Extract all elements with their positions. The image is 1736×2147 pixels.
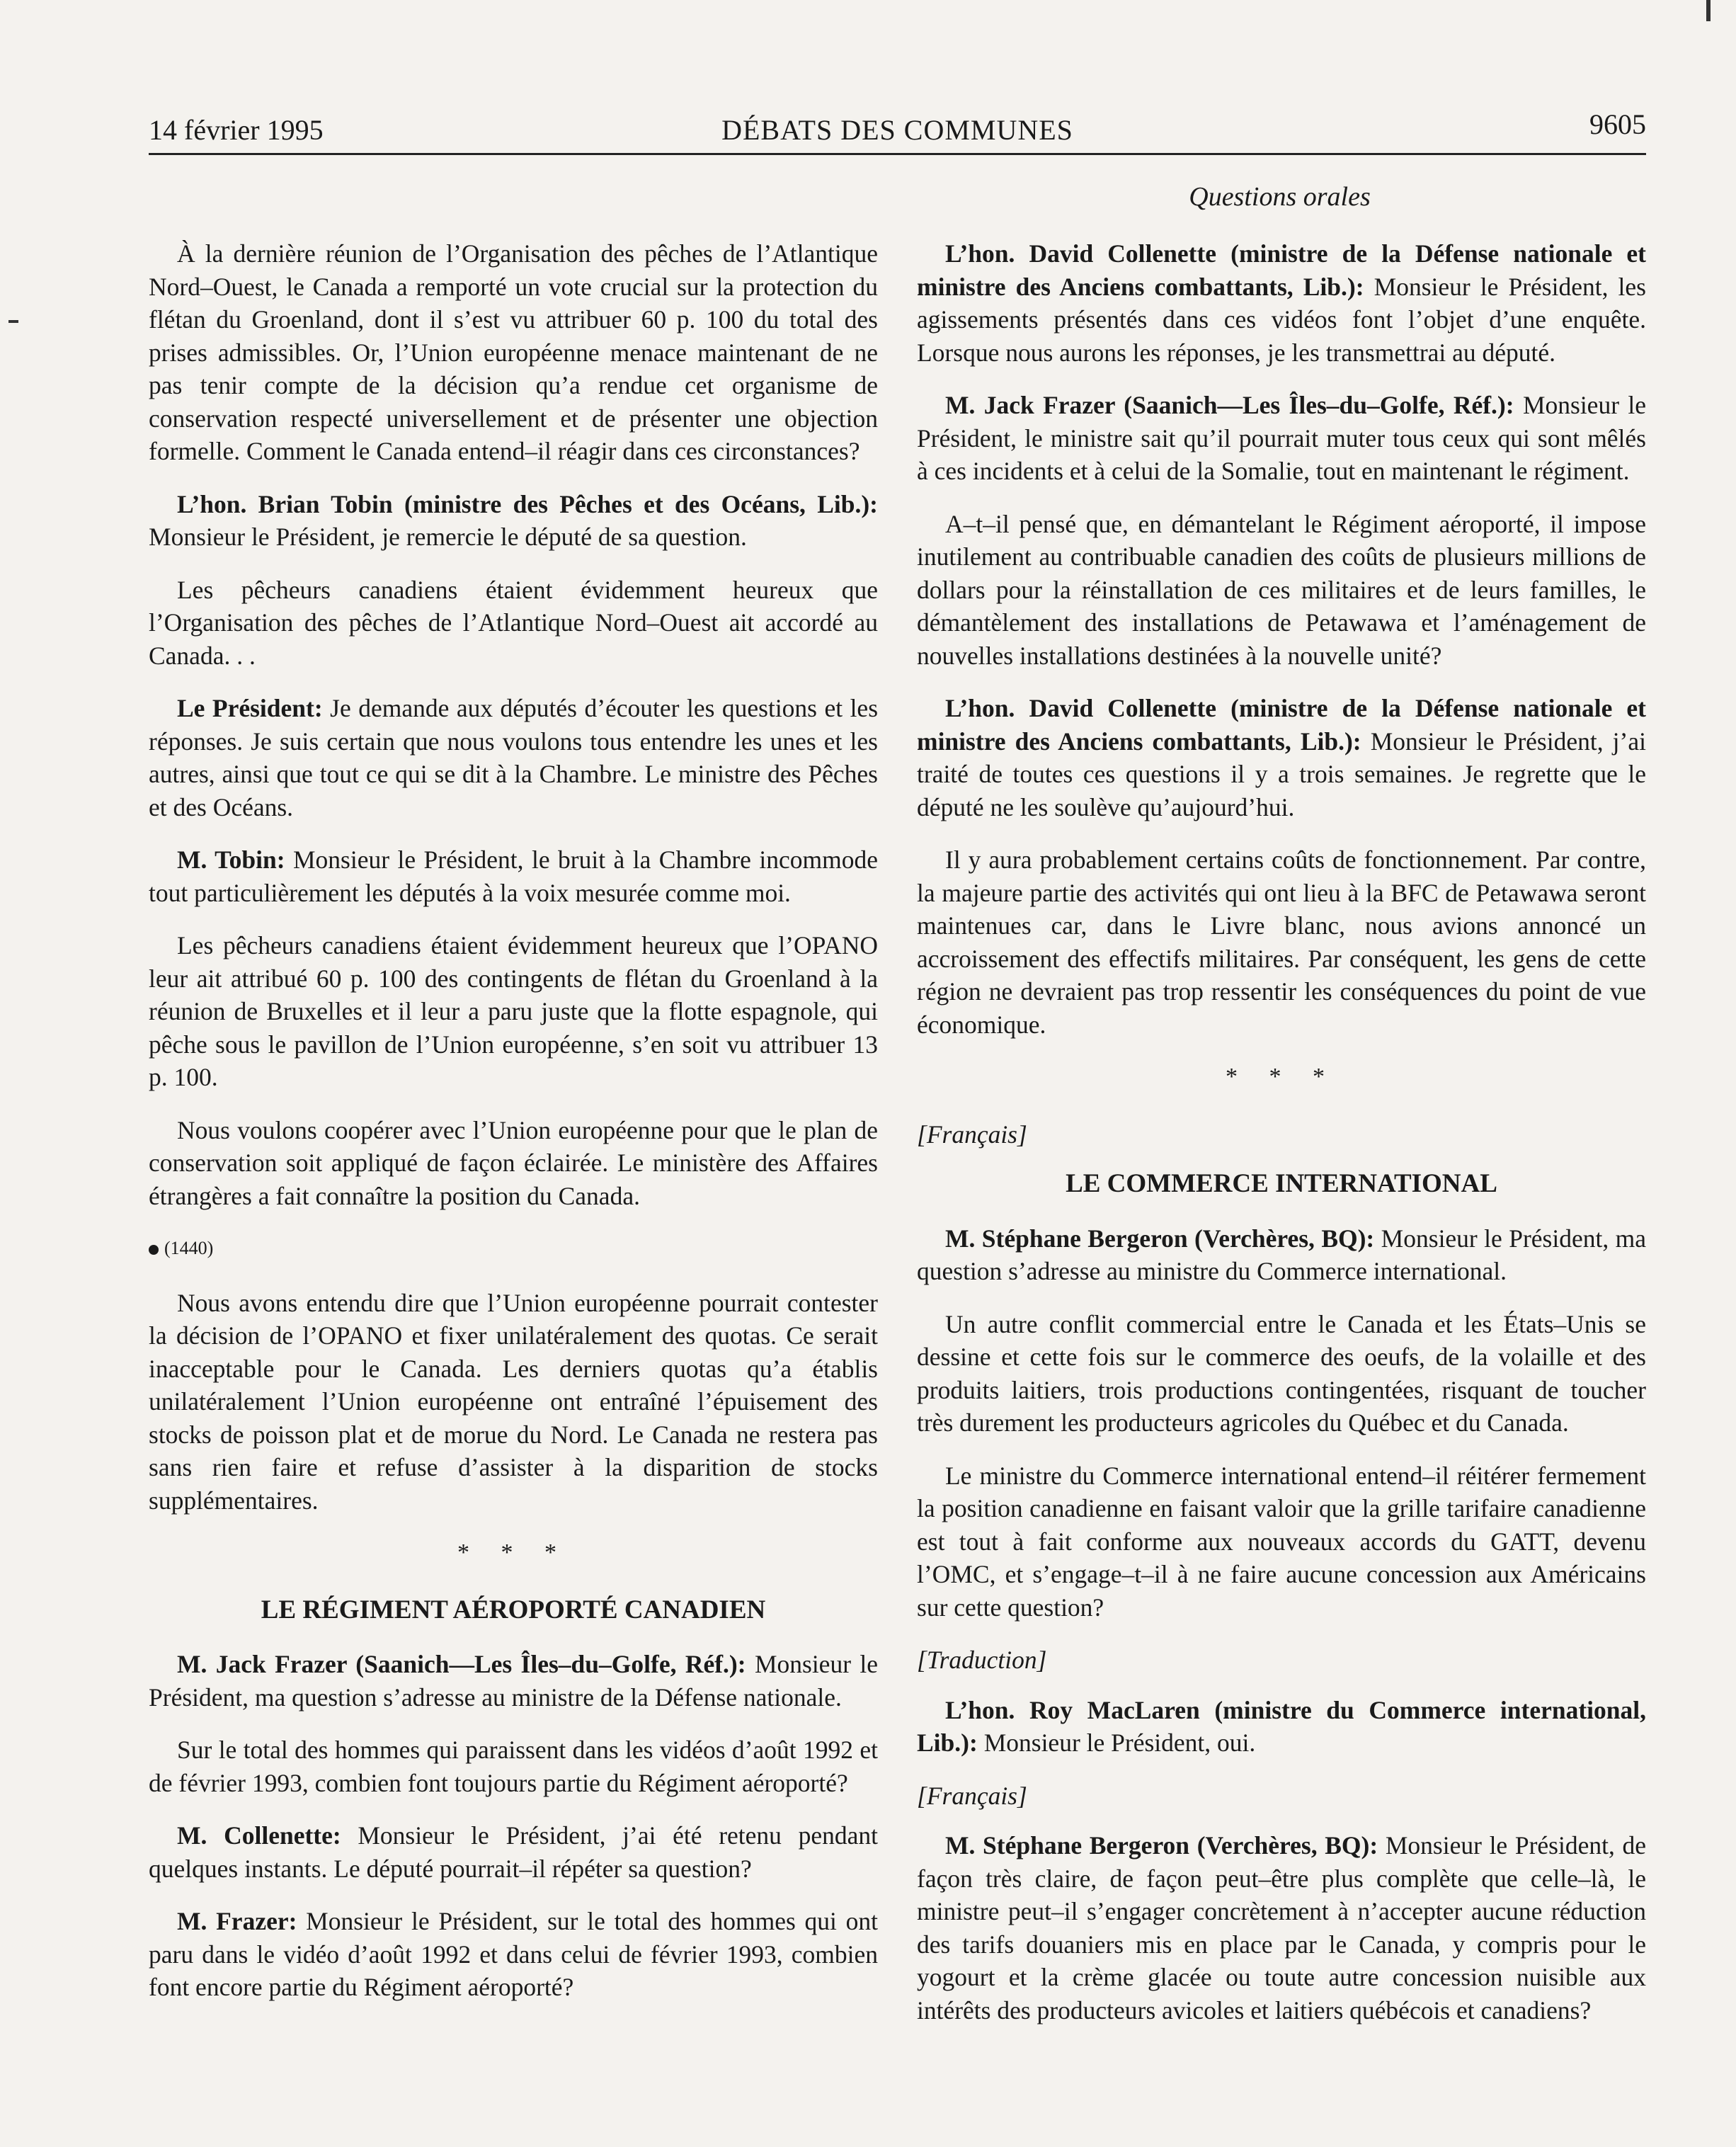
language-tag: [Traduction] xyxy=(917,1646,1047,1674)
section-separator: * * * xyxy=(1226,1064,1337,1090)
left-column xyxy=(149,237,878,2024)
paragraph: Nous voulons coopérer avec l’Union européenne pour que le plan de conservation soit appliqué de façon éclairée. Le ministère des Affaires étrangères a fait connaître la position du Canada. xyxy=(149,1115,878,1210)
speaker-name: M. Stéphane Bergeron (Verchères, BQ): xyxy=(945,1831,1378,1860)
header-title: DÉBATS DES COMMUNES xyxy=(721,114,1073,146)
section-heading: LE RÉGIMENT AÉROPORTÉ CANADIEN xyxy=(261,1595,766,1624)
speaker-name: M. Collenette: xyxy=(177,1821,341,1850)
page-number: 9605 xyxy=(1589,108,1646,140)
speaker-name: M. Jack Frazer (Saanich—Les Îles–du–Golfe, Réf.): xyxy=(177,1650,746,1678)
paragraph xyxy=(917,1829,1646,2027)
speaker-name: M. Stéphane Bergeron (Verchères, BQ): xyxy=(945,1224,1375,1253)
paragraph: Il y aura probablement certains coûts de fonctionnement. Par contre, la majeure partie des activités qui ont lieu à la BFC de Petawawa seront maintenues car, dans le Livre blanc, nous avions annoncé un accroissement des effectifs militaires. Par conséquent, les gens de cette région ne devraient pas trop ressentir les conséquences du point de vue économique. xyxy=(917,845,1646,1039)
speaker-name: L’hon. Roy MacLaren (ministre du Commerce international, Lib.): xyxy=(917,1695,1646,1757)
speech-text: Monsieur le Président, sur le total des hommes qui ont paru dans le vidéo d’août 1992 et dans celui de février 1993, combien font encore partie du Régiment aéroporté? xyxy=(149,1907,878,2001)
language-tag: [Français] xyxy=(917,1781,1027,1810)
speech-text: Monsieur le Président, ma question s’adresse au ministre du Commerce international. xyxy=(917,1224,1647,1285)
language-tag: [Français] xyxy=(917,1120,1027,1149)
paragraph xyxy=(917,1222,1646,1288)
paragraph: Le ministre du Commerce international entend–il réitérer fermement la position canadienne en faisant valoir que la grille tarifaire canadienne est tout à fait conforme aux nouveaux accords du GATT, devenu l’OMC, et s’engage–t–il à ne faire aucune concession aux Américains sur cette question? xyxy=(917,1461,1646,1622)
paragraph xyxy=(149,1819,878,1885)
speech-text: Monsieur le Président, ma question s’adresse au ministre de la Défense nationale. xyxy=(149,1650,878,1712)
paragraph xyxy=(917,692,1646,824)
speech-text: Monsieur le Président, le bruit à la Chambre incommode tout particulièrement les députés à la voix mesurée comme moi. xyxy=(149,845,878,907)
right-column xyxy=(917,237,1646,2046)
paragraph xyxy=(917,389,1646,488)
page-header xyxy=(149,108,1646,147)
speech-text: Monsieur le Président, les agissements présentés dans ces vidéos font l’objet d’une enquête. Lorsque nous aurons les réponses, je les transmettrai au député. xyxy=(917,272,1646,367)
header-date: 14 février 1995 xyxy=(149,114,324,146)
scan-mark xyxy=(8,320,18,323)
paragraph xyxy=(917,237,1646,369)
paragraph: Sur le total des hommes qui paraissent dans les vidéos d’août 1992 et de février 1993, combien font toujours partie du Régiment aéroporté? xyxy=(149,1736,878,1797)
speech-text: Monsieur le Président, je remercie le député de sa question. xyxy=(149,523,747,551)
section-separator: * * * xyxy=(457,1539,569,1566)
paragraph: À la dernière réunion de l’Organisation des pêches de l’Atlantique Nord–Ouest, le Canada a remporté un vote crucial sur la protection du flétan du Groenland, dont il s’est vu attribuer 60 p. 100 du total des prises admissibles. Or, l’Union européenne menace maintenant de ne pas tenir compte de la décision qu’a rendue cet organisme de conservation respecté universellement et de présenter une objection formelle. Comment le Canada entend–il réagir dans ces circonstances? xyxy=(149,239,878,465)
speech-text: Monsieur le Président, oui. xyxy=(977,1729,1256,1757)
speech-text: Monsieur le Président, de façon très claire, de façon peut–être plus complète que celle–là, le ministre peut–il s’engager concrètement à n’accepter aucune réduction des tarifs douaniers mis en place par le Canada, y compris pour le yogourt et la crème glacée ou toute autre concession nuisible aux intérêts des producteurs avicoles et laitiers québécois et canadiens? xyxy=(917,1831,1646,2024)
paragraph: Un autre conflit commercial entre le Canada et les États–Unis se dessine et cette fois sur le commerce des oeufs, de la volaille et des produits laitiers, trois productions contingentées, risquant de toucher très durement les producteurs agricoles du Québec et du Canada. xyxy=(917,1309,1646,1437)
bullet-icon xyxy=(149,1245,159,1255)
section-running-title: Questions orales xyxy=(1189,182,1371,212)
scan-mark xyxy=(1706,0,1711,21)
paragraph xyxy=(149,843,878,909)
speech-text: Monsieur le Président, le ministre sait qu’il pourrait muter tous ceux qui sont mêlés à ces incidents et à celui de la Somalie, tout en maintenant le régiment. xyxy=(917,391,1646,485)
speaker-name: Le Président: xyxy=(177,694,323,722)
speaker-name: L’hon. David Collenette (ministre de la Défense nationale et ministre des Anciens combattants, Lib.): xyxy=(917,239,1646,301)
section-heading: LE COMMERCE INTERNATIONAL xyxy=(1066,1169,1497,1198)
header-rule xyxy=(149,153,1646,155)
paragraph: Les pêcheurs canadiens étaient évidemment heureux que l’OPANO leur ait attribué 60 p. 100 des contingents de flétan du Groenland à la réunion de Bruxelles et il leur a paru juste que la flotte espagnole, qui pêche sous le pavillon de l’Union européenne, s’en soit vu attribuer 13 p. 100. xyxy=(149,931,878,1091)
timestamp xyxy=(149,1232,878,1265)
paragraph: Les pêcheurs canadiens étaient évidemment heureux que l’Organisation des pêches de l’Atlantique Nord–Ouest ait accordé au Canada. . . xyxy=(149,575,878,670)
speaker-name: M. Frazer: xyxy=(177,1907,297,1935)
speech-text: Monsieur le Président, j’ai traité de toutes ces questions il y a trois semaines. Je regrette que le député ne les soulève qu’aujourd’hui. xyxy=(917,727,1646,821)
paragraph xyxy=(149,692,878,824)
speaker-name: L’hon. Brian Tobin (ministre des Pêches et des Océans, Lib.): xyxy=(177,489,878,518)
speech-text: Monsieur le Président, j’ai été retenu pendant quelques instants. Le député pourrait–il répéter sa question? xyxy=(149,1821,878,1883)
paragraph xyxy=(149,1648,878,1714)
speaker-name: M. Jack Frazer (Saanich—Les Îles–du–Golfe, Réf.): xyxy=(945,391,1514,419)
speech-text: Je demande aux députés d’écouter les questions et les réponses. Je suis certain que nous voulons tous entendre les unes et les autres, ainsi que tout ce qui se dit à la Chambre. Le ministre des Pêches et des Océans. xyxy=(149,694,879,821)
paragraph xyxy=(149,1905,878,2004)
paragraph: A–t–il pensé que, en démantelant le Régiment aéroporté, il impose inutilement au contribuable canadien des coûts de plusieurs millions de dollars pour la réinstallation de ces militaires et de leurs familles, le démantèlement des installations de Petawawa et l’aménagement de nouvelles installations destinées à la nouvelle unité? xyxy=(917,509,1646,670)
paragraph xyxy=(917,1694,1646,1760)
timestamp-text: (1440) xyxy=(164,1238,214,1258)
paragraph: Nous avons entendu dire que l’Union européenne pourrait contester la décision de l’OPANO et fixer unilatéralement des quotas. Ce serait inacceptable pour le Canada. Les derniers quotas qu’a établis unilatéralement l’Union européenne ont entraîné l’épuisement des stocks de poisson plat et de morue du Nord. Le Canada ne restera pas sans rien faire et refuse d’assister à la disparition de stocks supplémentaires. xyxy=(149,1288,878,1515)
speaker-name: M. Tobin: xyxy=(177,845,285,874)
speaker-name: L’hon. David Collenette (ministre de la Défense nationale et ministre des Anciens combattants, Lib.): xyxy=(917,694,1646,756)
paragraph xyxy=(149,488,878,554)
